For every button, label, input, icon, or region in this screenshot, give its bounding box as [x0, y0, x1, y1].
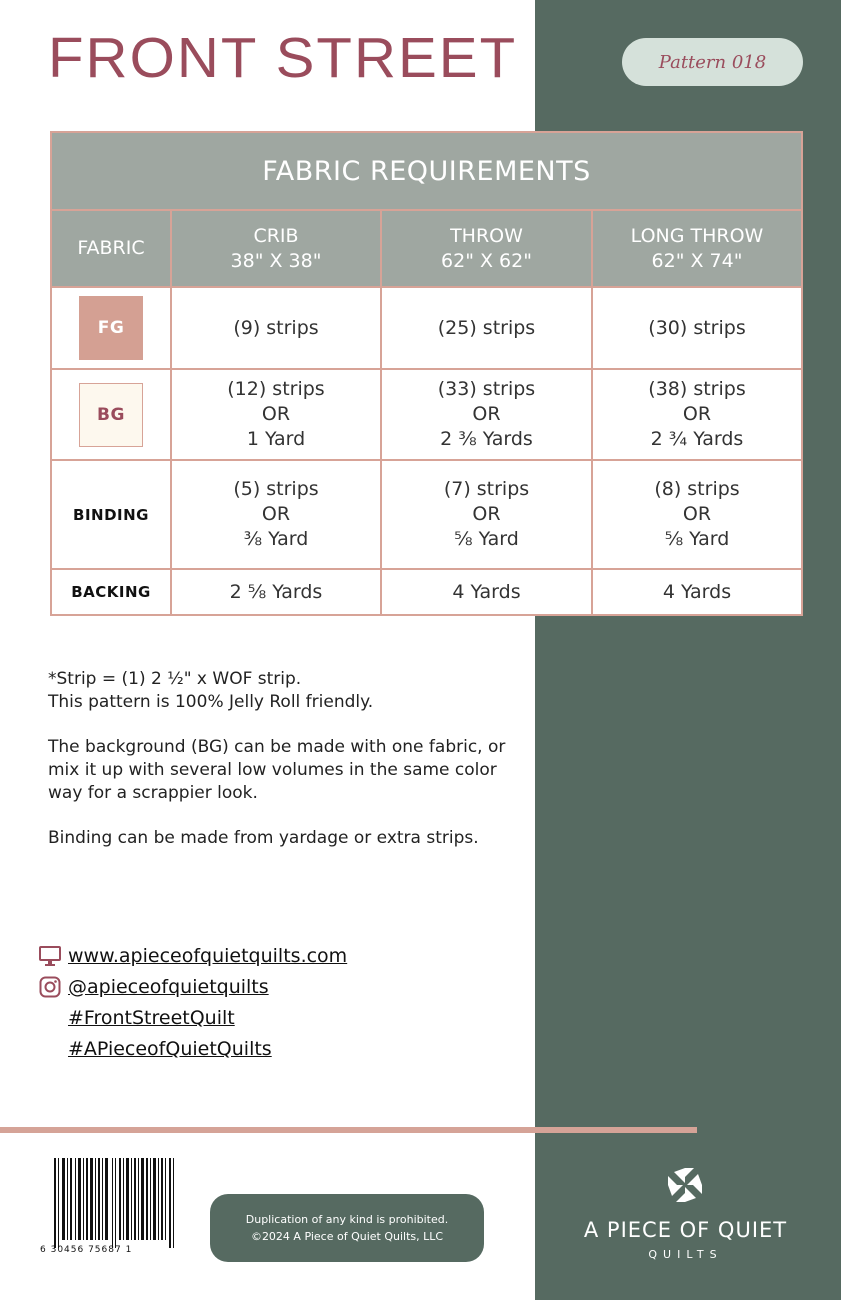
table-cell	[381, 460, 592, 569]
row-label-backing: BACKING	[51, 569, 171, 615]
binding-note: Binding can be made from yardage or extra strips.	[48, 828, 479, 848]
column-name: CRIB	[253, 224, 299, 247]
brand-name: A PIECE OF QUIET	[583, 1218, 788, 1242]
fabric-column-header: FABRIC	[51, 210, 171, 287]
cell-line: 2 ¾ Yards	[650, 428, 744, 450]
pattern-badge: Pattern 018	[622, 38, 803, 86]
cell-line: 2 ⅜ Yards	[440, 428, 533, 450]
table-cell	[592, 460, 802, 569]
row-label-fg	[51, 287, 171, 369]
cell-line: 1 Yard	[246, 428, 306, 450]
table-cell	[171, 460, 381, 569]
instagram-link[interactable]: @apieceofquietquilts	[68, 975, 269, 998]
column-name: THROW	[450, 224, 523, 247]
hashtag-a-piece-of-quiet[interactable]: #APieceofQuietQuilts	[68, 1037, 272, 1060]
column-size: 38" X 38"	[230, 249, 322, 272]
cell-line: (25) strips	[437, 316, 536, 339]
table-cell	[592, 287, 802, 369]
strip-note	[48, 668, 528, 714]
column-name: LONG THROW	[630, 224, 764, 247]
cell-line: 4 Yards	[662, 580, 732, 603]
row-label-bg	[51, 369, 171, 460]
table-row	[51, 569, 802, 615]
cell-line: ⅝ Yard	[664, 528, 730, 550]
hashtag-row	[38, 1002, 347, 1033]
cell-line: (33) strips	[437, 378, 536, 400]
table-cell	[171, 369, 381, 460]
duplication-notice: Duplication of any kind is prohibited.	[245, 1213, 449, 1226]
cell-line: ⅝ Yard	[454, 528, 519, 550]
brand-subtitle: QUILTS	[648, 1248, 723, 1261]
copyright-line: ©2024 A Piece of Quiet Quilts, LLC	[250, 1230, 444, 1243]
column-size: 62" X 62"	[441, 249, 532, 272]
table-row	[51, 369, 802, 460]
monitor-icon	[38, 944, 62, 968]
cell-line: (8) strips	[654, 478, 740, 500]
table-cell	[381, 569, 592, 615]
strip-definition: *Strip = (1) 2 ½" x WOF strip.	[48, 669, 302, 689]
cell-line: OR	[682, 403, 712, 425]
background-note: The background (BG) can be made with one fabric, or mix it up with several low volumes in the same color way for a scrappier look.	[48, 737, 506, 803]
hashtag-row	[38, 1033, 347, 1064]
cell-line: OR	[261, 503, 291, 525]
cell-line: OR	[472, 403, 501, 425]
page-title: FRONT STREET	[48, 26, 518, 90]
website-link[interactable]: www.apieceofquietquilts.com	[68, 944, 348, 967]
pinwheel-logo-icon	[666, 1166, 704, 1204]
divider-line	[0, 1127, 697, 1133]
fabric-requirements-table	[50, 131, 803, 616]
table-row	[51, 460, 802, 569]
table-cell	[171, 287, 381, 369]
table-cell	[171, 569, 381, 615]
cell-line: (9) strips	[233, 316, 319, 339]
cell-line: ⅜ Yard	[243, 528, 309, 550]
cell-line: OR	[472, 503, 501, 525]
barcode	[54, 1158, 176, 1248]
hashtag-front-street[interactable]: #FrontStreetQuilt	[68, 1006, 235, 1029]
cell-line: (12) strips	[227, 378, 325, 400]
table-cell	[592, 569, 802, 615]
instagram-icon	[38, 975, 62, 999]
cell-line: (5) strips	[233, 478, 319, 500]
table-cell	[381, 287, 592, 369]
column-header-throw	[381, 210, 592, 287]
social-links	[38, 940, 347, 1064]
cell-line: 4 Yards	[452, 580, 521, 603]
cell-line: OR	[261, 403, 291, 425]
cell-line: 2 ⅝ Yards	[229, 580, 323, 603]
table-row	[51, 287, 802, 369]
column-header-long-throw	[592, 210, 802, 287]
instagram-link-row	[38, 971, 347, 1002]
cell-line: (38) strips	[648, 378, 746, 400]
cell-line: (7) strips	[443, 478, 530, 500]
table-title: FABRIC REQUIREMENTS	[51, 132, 802, 210]
barcode-number: 6 30456 75687 1	[40, 1245, 133, 1255]
column-size: 62" X 74"	[651, 249, 743, 272]
jelly-roll-note: This pattern is 100% Jelly Roll friendly.	[48, 692, 374, 712]
table-cell	[381, 369, 592, 460]
copyright-notice	[210, 1194, 484, 1262]
bg-swatch: BG	[79, 383, 143, 447]
fg-swatch: FG	[79, 296, 143, 360]
column-header-crib	[171, 210, 381, 287]
cell-line: OR	[682, 503, 712, 525]
cell-line: (30) strips	[648, 316, 746, 339]
website-link-row	[38, 940, 347, 971]
pattern-notes	[48, 668, 528, 872]
table-cell	[592, 369, 802, 460]
row-label-binding: BINDING	[51, 460, 171, 569]
